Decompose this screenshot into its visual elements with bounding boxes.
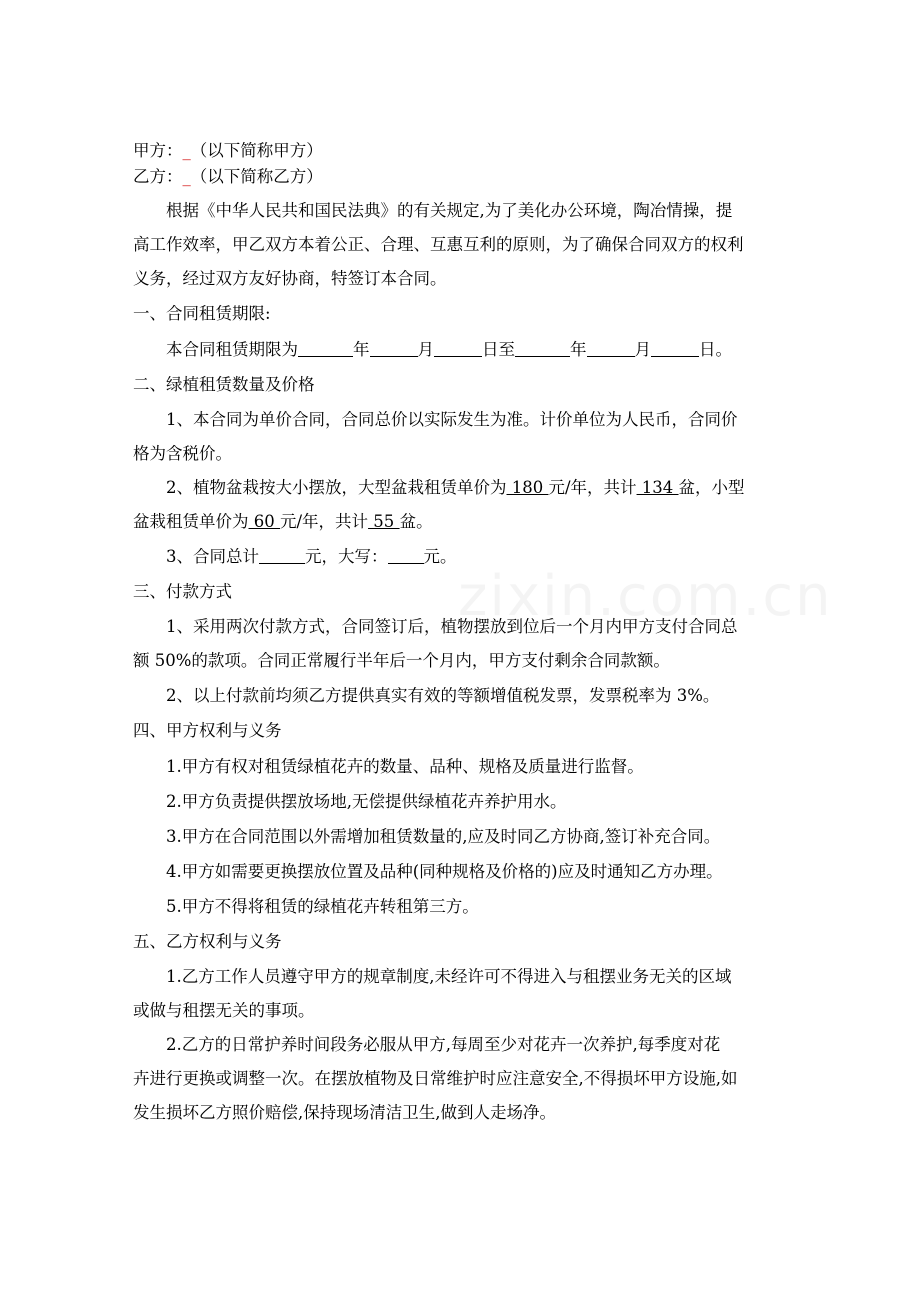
item-line: 格为含税价。 — [133, 444, 232, 463]
section-4-item: 3.甲方在合同范围以外需增加租赁数量的,应及时同乙方协商,签订补充合同。 — [166, 827, 721, 846]
item-text: 元，大写： — [305, 547, 388, 566]
section-4-item: 1.甲方有权对租赁绿植花卉的数量、品种、规格及质量进行监督。 — [166, 757, 644, 776]
party-a-suffix: （以下简称甲方） — [190, 141, 323, 160]
item-line: 1、本合同为单价合同，合同总价以实际发生为准。计价单位为人民币，合同价 — [166, 410, 738, 429]
end-year-blank[interactable] — [515, 339, 570, 357]
large-pot-price: 180 — [506, 478, 549, 497]
section-3-item-2: 2、以上付款前均须乙方提供真实有效的等额增值税发票，发票税率为 3%。 — [166, 686, 720, 705]
start-month-blank[interactable] — [370, 339, 418, 357]
small-pot-count: 55 — [368, 512, 400, 531]
section-3-item-1 — [133, 610, 823, 678]
end-month-blank[interactable] — [587, 339, 635, 357]
preamble-line: 义务，经过双方友好协商，特签订本合同。 — [133, 269, 447, 288]
item-text: 3、合同总计 — [166, 547, 259, 566]
section-2-item-2 — [133, 471, 823, 539]
section-5-item-2 — [133, 1028, 823, 1130]
item-text: 元/年，共计 — [548, 478, 637, 497]
item-text: 盆，小型 — [678, 478, 745, 497]
section-2-item-3 — [133, 539, 823, 574]
section-5-item-1 — [133, 960, 823, 1028]
party-b-suffix: （以下简称乙方） — [190, 167, 323, 186]
start-day-blank[interactable] — [434, 339, 482, 357]
item-line: 或做与租摆无关的事项。 — [133, 1001, 315, 1020]
item-line: 卉进行更换或调整一次。在摆放植物及日常维护时应注意安全,不得损坏甲方设施,如 — [133, 1069, 738, 1088]
preamble-paragraph — [133, 194, 823, 296]
item-text: 元/年，共计 — [280, 512, 369, 531]
day-label: 日。 — [699, 340, 732, 359]
total-amount-blank[interactable] — [259, 546, 305, 564]
party-b-blank: _ — [182, 167, 191, 186]
section-1-heading: 一、合同租赁期限: — [133, 304, 271, 323]
item-line: 发生损坏乙方照价赔偿,保持现场清洁卫生,做到人走场净。 — [133, 1103, 556, 1122]
lease-term-line — [133, 332, 823, 367]
item-text: 盆栽租赁单价为 — [133, 512, 249, 531]
item-line — [133, 471, 823, 505]
total-amount-words-blank[interactable] — [388, 546, 424, 564]
section-4-item: 4.甲方如需要更换摆放位置及品种(同种规格及价格的)应及时通知乙方办理。 — [166, 862, 723, 881]
item-text: 元。 — [423, 547, 457, 566]
start-year-blank[interactable] — [298, 339, 353, 357]
item-line — [133, 505, 823, 539]
section-2-item-1 — [133, 403, 823, 471]
section-4-item: 2.甲方负责提供摆放场地,无偿提供绿植花卉养护用水。 — [166, 792, 567, 811]
party-a-line — [133, 138, 823, 164]
preamble-line: 根据《中华人民共和国民法典》的有关规定,为了美化办公环境，陶冶情操，提 — [166, 201, 733, 220]
item-text: 盆。 — [399, 512, 433, 531]
small-pot-price: 60 — [248, 512, 280, 531]
party-b-label: 乙方： — [133, 167, 183, 186]
preamble-line: 高工作效率，甲乙双方本着公正、合理、互惠互利的原则，为了确保合同双方的权利 — [133, 235, 744, 254]
party-b-line — [133, 164, 823, 190]
month-label: 月 — [634, 340, 651, 359]
section-4-heading: 四、甲方权利与义务 — [133, 721, 282, 740]
section-5-heading: 五、乙方权利与义务 — [133, 932, 282, 951]
section-4-item: 5.甲方不得将租赁的绿植花卉转租第三方。 — [166, 897, 479, 916]
day-to-label: 日至 — [482, 340, 515, 359]
large-pot-count: 134 — [636, 478, 679, 497]
item-line: 1、采用两次付款方式，合同签订后，植物摆放到位后一个月内甲方支付合同总 — [166, 617, 738, 636]
year-label: 年 — [570, 340, 587, 359]
item-line: 2.乙方的日常护养时间段务必服从甲方,每周至少对花卉一次养护,每季度对花 — [166, 1035, 721, 1054]
end-day-blank[interactable] — [651, 339, 699, 357]
item-line: 1.乙方工作人员遵守甲方的规章制度,未经许可不得进入与租摆业务无关的区域 — [166, 967, 732, 986]
party-a-label: 甲方： — [133, 141, 183, 160]
item-line: 额 50%的款项。合同正常履行半年后一个月内，甲方支付剩余合同款额。 — [133, 651, 670, 670]
lease-term-text: 本合同租赁期限为 — [166, 340, 298, 359]
section-3-heading: 三、付款方式 — [133, 582, 232, 601]
item-text: 2、植物盆栽按大小摆放，大型盆栽租赁单价为 — [166, 478, 507, 497]
contract-document — [133, 138, 823, 1130]
year-label: 年 — [353, 340, 370, 359]
party-a-blank: _ — [182, 141, 191, 160]
section-2-heading: 二、绿植租赁数量及价格 — [133, 375, 315, 394]
month-label: 月 — [417, 340, 434, 359]
